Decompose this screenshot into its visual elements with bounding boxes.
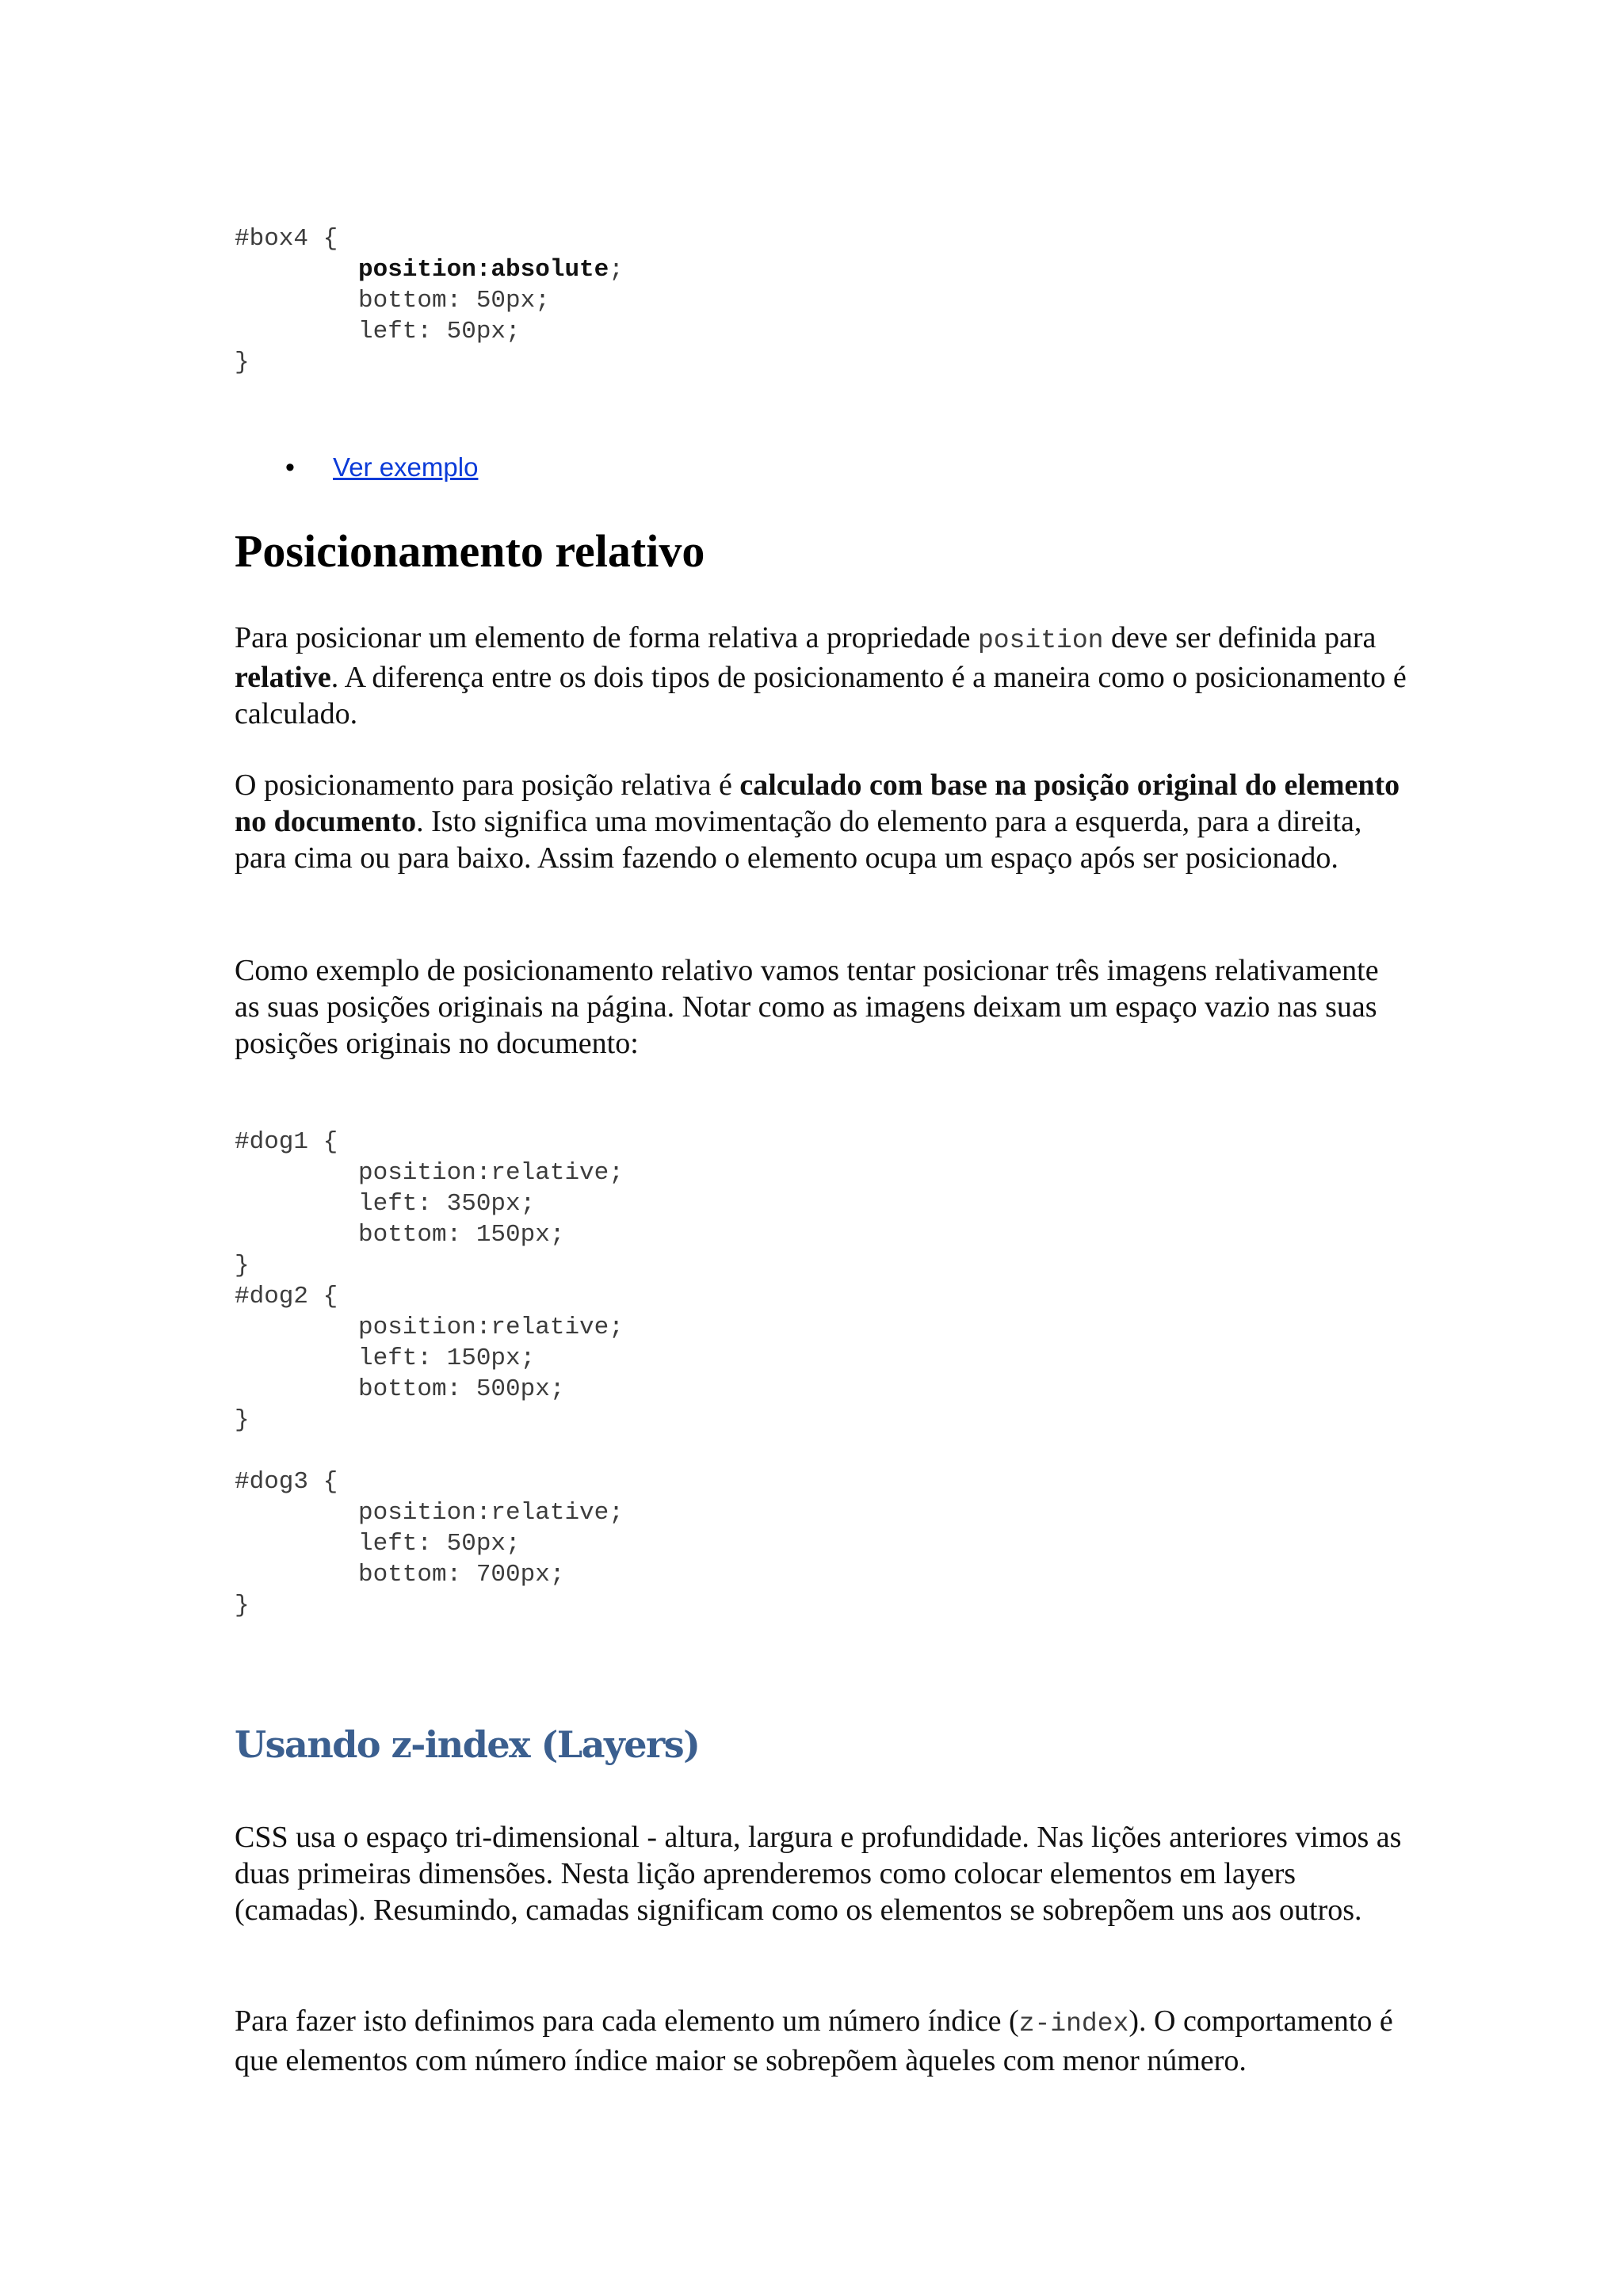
paragraph-z-index-definition	[235, 2003, 1407, 2079]
code-line: }	[235, 1592, 250, 1619]
text: ). O comportamento é que elementos com número índice maior se sobrepõem àqueles com menor número.	[235, 2004, 1393, 2077]
code-line: }	[235, 349, 250, 376]
code-line: position:relative;	[358, 1159, 624, 1187]
code-line: }	[235, 1252, 250, 1280]
paragraph-calculation	[235, 767, 1407, 876]
list-item	[285, 450, 478, 485]
code-line: position:relative;	[358, 1314, 624, 1341]
paragraph-example: Como exemplo de posicionamento relativo vamos tentar posicionar três imagens relativamente as suas posições originais na página. Notar como as imagens deixam um espaço vazio nas suas posições originais no documento:	[235, 954, 1379, 1060]
paragraph-intro	[235, 620, 1407, 732]
text: Para fazer isto definimos para cada elemento um número índice (	[235, 2004, 1019, 2038]
code-line: bottom: 150px;	[358, 1221, 565, 1249]
code-line: left: 350px;	[358, 1190, 536, 1218]
ver-exemplo-link[interactable]: Ver exemplo	[333, 452, 479, 482]
code-block-dogs	[235, 1127, 624, 1621]
code-line: }	[235, 1406, 250, 1434]
code-line: left: 150px;	[358, 1344, 536, 1372]
code-line: left: 50px;	[358, 318, 521, 345]
example-link-list	[285, 450, 478, 485]
code-line: #box4 {	[235, 225, 338, 253]
code-line: position:relative;	[358, 1499, 624, 1527]
code-line: bottom: 50px;	[358, 287, 550, 315]
code-line: bottom: 500px;	[358, 1375, 565, 1403]
code-line: #dog2 {	[235, 1283, 338, 1310]
code-block-box4	[235, 223, 624, 378]
code-line-bold: position:absolute	[358, 256, 609, 284]
heading-posicionamento-relativo: Posicionamento relativo	[235, 525, 705, 577]
heading-z-index: Usando z-index (Layers)	[235, 1723, 700, 1766]
code-line: #dog3 {	[235, 1468, 338, 1496]
code-line: bottom: 700px;	[358, 1561, 565, 1589]
text: . Isto significa uma movimentação do elemento para a esquerda, para a direita, para cima ou para baixo. Assim fazendo o elemento ocupa um espaço após ser posicionado.	[235, 805, 1362, 875]
code-line: left: 50px;	[358, 1530, 521, 1558]
text: . A diferença entre os dois tipos de posicionamento é a maneira como o posicionamento é calculado.	[235, 661, 1407, 730]
text: O posicionamento para posição relativa é	[235, 769, 740, 802]
code-line: #dog1 {	[235, 1128, 338, 1156]
paragraph-3d-space: CSS usa o espaço tri-dimensional - altura, largura e profundidade. Nas lições anteriores vimos as duas primeiras dimensões. Nesta lição aprenderemos como colocar elementos em layers (camadas). Resumindo, camadas significam como os elementos se sobrepõem uns aos outros.	[235, 1821, 1402, 1927]
bold-text: relative	[235, 661, 331, 694]
bold-text: calculado com base na posição original do elemento no documento	[235, 769, 1400, 838]
text: Para posicionar um elemento de forma relativa a propriedade	[235, 621, 978, 654]
text: deve ser definida para	[1103, 621, 1377, 654]
code-semicolon: ;	[609, 256, 624, 284]
inline-code: z-index	[1018, 2009, 1129, 2039]
inline-code: position	[978, 626, 1104, 655]
